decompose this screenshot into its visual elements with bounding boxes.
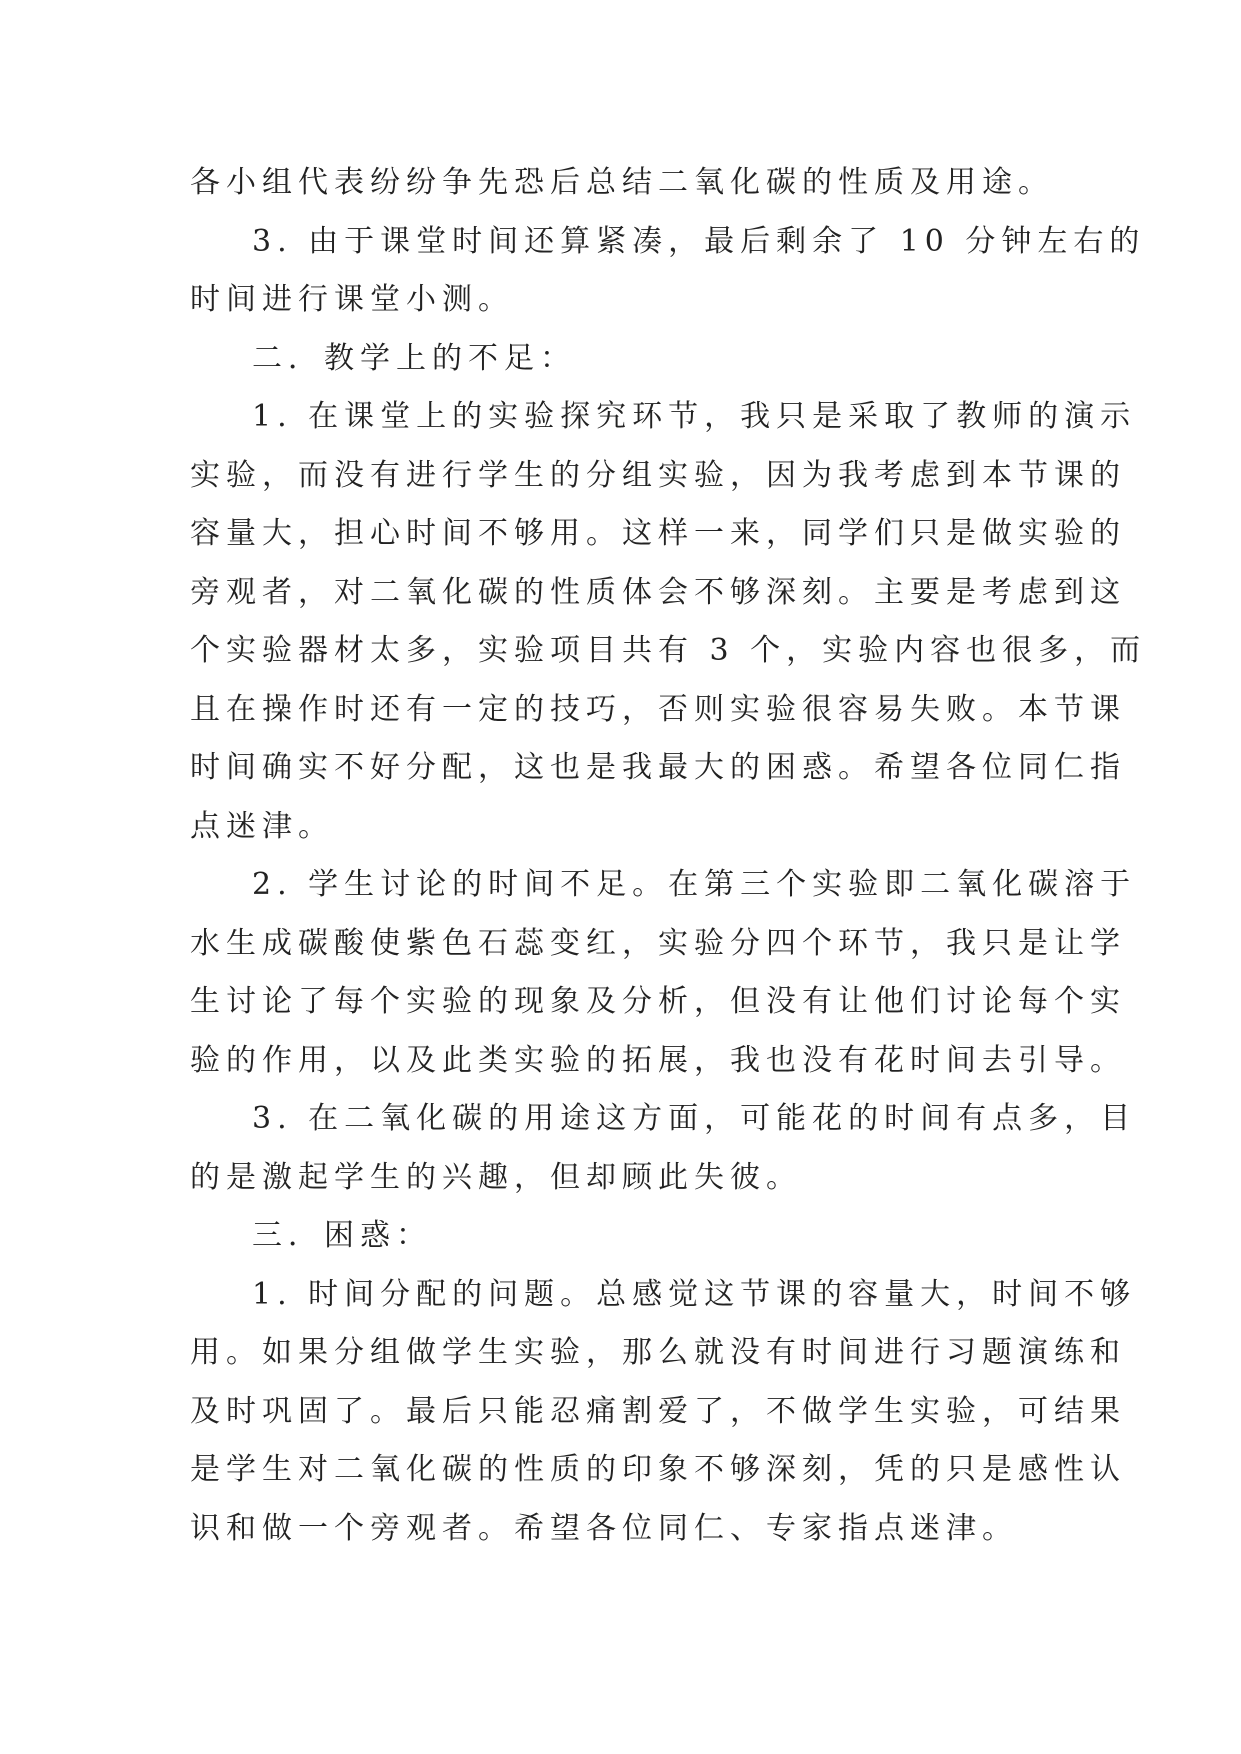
text-line: 1. 在课堂上的实验探究环节，我只是采取了教师的演示 xyxy=(252,399,1137,434)
text-line: 1. 时间分配的问题。总感觉这节课的容量大，时间不够 xyxy=(252,1276,1137,1312)
text-line: 水生成碳酸使紫色石蕊变红，实验分四个环节，我只是让学 xyxy=(190,925,1126,961)
text-line: 旁观者，对二氧化碳的性质体会不够深刻。主要是考虑到这 xyxy=(190,574,1126,610)
document-page xyxy=(190,154,1147,1558)
text-line: 个实验器材太多，实验项目共有 3 个，实验内容也很多，而 xyxy=(190,633,1147,668)
text-line: 生讨论了每个实验的现象及分析，但没有让他们讨论每个实 xyxy=(190,984,1126,1019)
text-line: 的是激起学生的兴趣，但却顾此失彼。 xyxy=(190,1159,802,1195)
section-heading: 三．困惑： xyxy=(252,1218,432,1253)
text-line: 用。如果分组做学生实验，那么就没有时间进行习题演练和 xyxy=(190,1335,1126,1370)
text-line: 2. 学生讨论的时间不足。在第三个实验即二氧化碳溶于 xyxy=(252,867,1137,902)
text-line: 且在操作时还有一定的技巧，否则实验很容易失败。本节课 xyxy=(190,691,1126,727)
section-heading: 二．教学上的不足： xyxy=(252,340,576,376)
text-line: 点迷津。 xyxy=(190,808,334,844)
text-line: 容量大，担心时间不够用。这样一来，同学们只是做实验的 xyxy=(190,516,1126,551)
text-line: 3. 由于课堂时间还算紧凑，最后剩余了 10 分钟左右的 xyxy=(252,223,1146,259)
text-line: 是学生对二氧化碳的性质的印象不够深刻，凭的只是感性认 xyxy=(190,1452,1126,1487)
text-line: 验的作用，以及此类实验的拓展，我也没有花时间去引导。 xyxy=(190,1042,1126,1078)
text-line: 及时巩固了。最后只能忍痛割爱了，不做学生实验，可结果 xyxy=(190,1393,1126,1429)
text-line: 实验，而没有进行学生的分组实验，因为我考虑到本节课的 xyxy=(190,457,1126,493)
text-line: 3. 在二氧化碳的用途这方面，可能花的时间有点多，目 xyxy=(252,1101,1137,1136)
text-line: 各小组代表纷纷争先恐后总结二氧化碳的性质及用途。 xyxy=(190,165,1054,200)
text-line: 时间确实不好分配，这也是我最大的困惑。希望各位同仁指 xyxy=(190,750,1126,785)
text-line: 时间进行课堂小测。 xyxy=(190,282,514,317)
text-line: 识和做一个旁观者。希望各位同仁、专家指点迷津。 xyxy=(190,1510,1018,1546)
